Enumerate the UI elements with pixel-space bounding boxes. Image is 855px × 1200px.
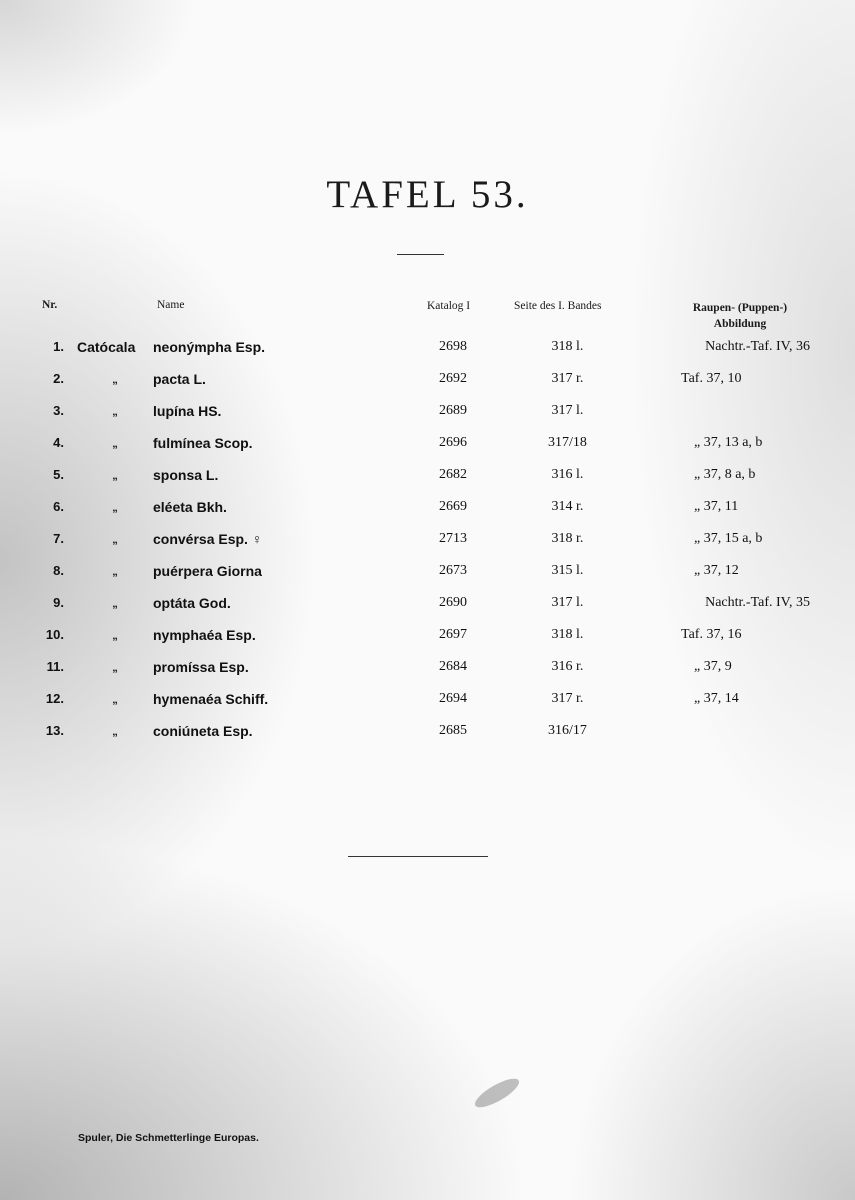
row-raupen: Nachtr.-Taf. IV, 35: [705, 595, 810, 610]
plate-title: TAFEL 53.: [326, 173, 529, 216]
end-divider: [348, 856, 488, 857]
row-number: 6.: [53, 499, 64, 514]
row-katalog: 2673: [439, 563, 467, 578]
row-species-name: nymphaéa Esp.: [153, 627, 256, 643]
row-genus: Catócala: [77, 339, 136, 355]
row-species-name: eléeta Bkh.: [153, 499, 227, 515]
table-row: [0, 496, 855, 528]
row-seite: 317 l.: [551, 595, 584, 610]
row-raupen: „ 37, 14: [694, 691, 739, 706]
row-ditto-mark: „: [112, 662, 118, 674]
row-seite: 316 l.: [551, 467, 584, 482]
row-raupen: „ 37, 11: [694, 499, 739, 514]
row-number: 12.: [45, 691, 64, 706]
row-species-name: lupína HS.: [153, 403, 222, 419]
row-ditto-mark: „: [112, 630, 118, 642]
row-seite: 317 l.: [551, 403, 584, 418]
row-katalog: 2685: [439, 723, 467, 738]
row-katalog: 2684: [439, 659, 467, 674]
row-ditto-mark: „: [112, 566, 118, 578]
row-species-name: convérsa Esp. ♀: [153, 531, 263, 547]
row-species-name: neonýmpha Esp.: [153, 339, 266, 355]
row-seite: 316/17: [548, 723, 587, 738]
row-species-name: pacta L.: [153, 371, 206, 387]
header-raupen-line2: Abbildung: [713, 318, 767, 330]
row-number: 5.: [53, 467, 64, 482]
table-row: [0, 688, 855, 720]
table-row: [0, 464, 855, 496]
header-raupen-line1: Raupen- (Puppen-): [692, 302, 788, 314]
row-species-name: optáta God.: [153, 595, 231, 611]
row-katalog: 2697: [439, 627, 467, 642]
row-raupen: Taf. 37, 16: [681, 627, 742, 642]
row-species-name: fulmínea Scop.: [153, 435, 253, 451]
row-raupen: Nachtr.-Taf. IV, 36: [705, 339, 810, 354]
row-number: 8.: [53, 563, 64, 578]
header-name: Name: [157, 299, 185, 311]
row-katalog: 2698: [439, 339, 467, 354]
row-raupen: „ 37, 9: [694, 659, 732, 674]
row-ditto-mark: „: [112, 694, 118, 706]
row-ditto-mark: „: [112, 726, 118, 738]
row-species-name: sponsa L.: [153, 467, 219, 483]
row-raupen: „ 37, 13 a, b: [694, 435, 763, 450]
row-katalog: 2669: [439, 499, 467, 514]
row-katalog: 2694: [439, 691, 467, 706]
row-raupen: „ 37, 8 a, b: [694, 467, 756, 482]
paper-smudge: [471, 1074, 522, 1113]
row-seite: 317 r.: [551, 371, 584, 386]
table-row: [0, 592, 855, 624]
footer-citation: Spuler, Die Schmetterlinge Europas.: [78, 1132, 259, 1144]
species-table: [0, 336, 855, 752]
header-katalog: Katalog I: [427, 300, 471, 312]
table-row: [0, 560, 855, 592]
row-number: 7.: [53, 531, 64, 546]
row-ditto-mark: „: [112, 470, 118, 482]
row-ditto-mark: „: [112, 534, 118, 546]
row-seite: 318 l.: [551, 339, 584, 354]
row-raupen: „ 37, 15 a, b: [694, 531, 763, 546]
table-row: [0, 624, 855, 656]
row-raupen: „ 37, 12: [694, 563, 739, 578]
row-seite: 315 l.: [551, 563, 584, 578]
row-species-name: coniúneta Esp.: [153, 723, 253, 739]
row-number: 11.: [46, 659, 64, 674]
table-row: [0, 400, 855, 432]
table-row: [0, 432, 855, 464]
row-number: 1.: [53, 339, 64, 354]
title-divider: [397, 254, 444, 255]
header-raupen: [680, 300, 800, 332]
row-number: 13.: [45, 723, 64, 738]
row-species-name: puérpera Giorna: [153, 563, 262, 579]
row-number: 9.: [53, 595, 64, 610]
row-katalog: 2713: [439, 531, 467, 546]
row-seite: 316 r.: [551, 659, 584, 674]
row-katalog: 2689: [439, 403, 467, 418]
row-species-name: hymenaéa Schiff.: [153, 691, 269, 707]
row-species-name: promíssa Esp.: [153, 659, 249, 675]
row-katalog: 2690: [439, 595, 467, 610]
table-row: [0, 528, 855, 560]
row-katalog: 2696: [439, 435, 467, 450]
row-seite: 314 r.: [551, 499, 584, 514]
row-ditto-mark: „: [112, 502, 118, 514]
row-number: 4.: [53, 435, 64, 450]
row-seite: 317 r.: [551, 691, 584, 706]
row-ditto-mark: „: [112, 438, 118, 450]
row-katalog: 2692: [439, 371, 467, 386]
table-row: [0, 368, 855, 400]
row-katalog: 2682: [439, 467, 467, 482]
table-row: [0, 336, 855, 368]
row-raupen: Taf. 37, 10: [681, 371, 742, 386]
row-ditto-mark: „: [112, 598, 118, 610]
row-seite: 317/18: [548, 435, 587, 450]
header-seite: Seite des I. Bandes: [514, 300, 602, 312]
row-number: 10.: [45, 627, 64, 642]
table-row: [0, 720, 855, 752]
header-nr: Nr.: [42, 299, 58, 311]
row-number: 3.: [53, 403, 64, 418]
table-row: [0, 656, 855, 688]
row-seite: 318 r.: [551, 531, 584, 546]
row-number: 2.: [53, 371, 64, 386]
row-ditto-mark: „: [112, 406, 118, 418]
row-ditto-mark: „: [112, 374, 118, 386]
row-seite: 318 l.: [551, 627, 584, 642]
